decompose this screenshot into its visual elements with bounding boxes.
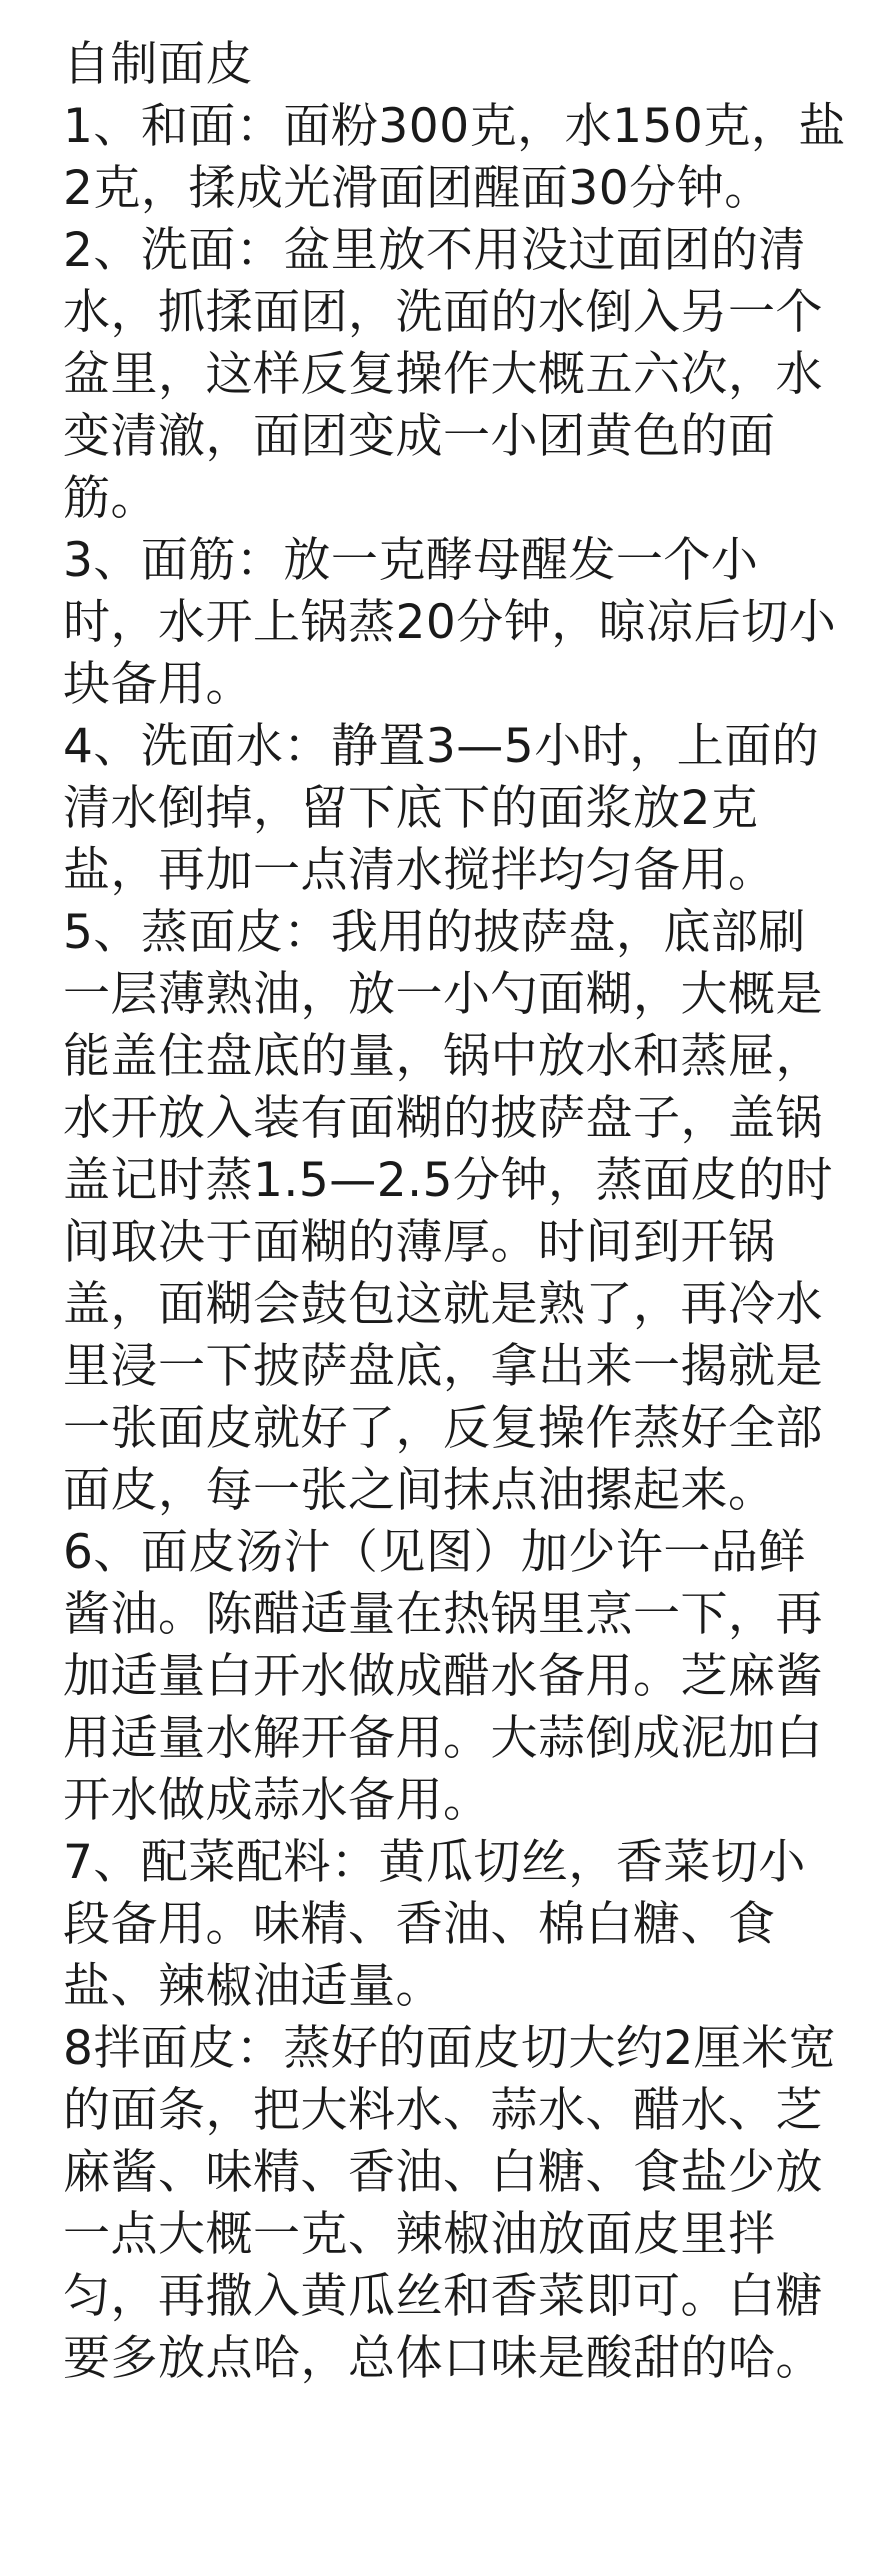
text-line: 酱油。陈醋适量在热锅里烹一下，再 [63,1587,823,1642]
text-line: 一点大概一克、辣椒油放面皮里拌 [63,2207,776,2262]
text-line: 能盖住盘底的量，锅中放水和蒸屉， [63,1029,823,1084]
text-line: 盆里，这样反复操作大概五六次，水 [63,347,823,402]
text-line: 里浸一下披萨盘底，拿出来一揭就是 [63,1339,823,1394]
text-line: 筋。 [63,471,158,526]
text-line: 盖，面糊会鼓包这就是熟了，再冷水 [63,1277,823,1332]
text-line: 1、和面：面粉300克，水150克，盐 [63,99,846,154]
text-line: 2克，揉成光滑面团醒面30分钟。 [63,161,772,216]
text-line: 盖记时蒸1.5—2.5分钟，蒸面皮的时 [63,1153,833,1208]
text-line: 清水倒掉，留下底下的面浆放2克 [63,781,759,836]
recipe-title: 自制面皮 [63,37,253,92]
text-line: 匀，再撒入黄瓜丝和香菜即可。白糖 [63,2269,823,2324]
text-line: 加适量白开水做成醋水备用。芝麻酱 [63,1649,823,1704]
text-line: 6、面皮汤汁（见图）加少许一品鲜 [63,1525,806,1580]
text-line: 间取决于面糊的薄厚。时间到开锅 [63,1215,776,1270]
text-line: 4、洗面水：静置3—5小时，上面的 [63,719,820,774]
text-line: 段备用。味精、香油、棉白糖、食 [63,1897,776,1952]
text-line: 块备用。 [63,657,253,712]
text-line: 2、洗面：盆里放不用没过面团的清 [63,223,806,278]
text-line: 8拌面皮：蒸好的面皮切大约2厘米宽 [63,2021,837,2076]
text-line: 时，水开上锅蒸20分钟，晾凉后切小 [63,595,837,650]
text-line: 5、蒸面皮：我用的披萨盘，底部刷 [63,905,806,960]
text-line: 的面条，把大料水、蒜水、醋水、芝 [63,2083,823,2138]
text-line: 3、面筋：放一克酵母醒发一个小 [63,533,759,588]
text-line: 面皮，每一张之间抹点油摞起来。 [63,1463,776,1518]
text-line: 要多放点哈，总体口味是酸甜的哈。 [63,2331,823,2386]
text-line: 一层薄熟油，放一小勺面糊，大概是 [63,967,823,1022]
text-line: 水开放入装有面糊的披萨盘子，盖锅 [63,1091,823,1146]
text-line: 用适量水解开备用。大蒜倒成泥加白 [63,1711,823,1766]
text-line: 开水做成蒜水备用。 [63,1773,491,1828]
text-line: 7、配菜配料：黄瓜切丝，香菜切小 [63,1835,806,1890]
text-line: 盐，再加一点清水搅拌均匀备用。 [63,843,776,898]
text-line: 水，抓揉面团，洗面的水倒入另一个 [63,285,823,340]
text-line: 一张面皮就好了，反复操作蒸好全部 [63,1401,823,1456]
text-line: 变清澈，面团变成一小团黄色的面 [63,409,776,464]
text-line: 盐、辣椒油适量。 [63,1959,443,2014]
text-line: 麻酱、味精、香油、白糖、食盐少放 [63,2145,823,2200]
